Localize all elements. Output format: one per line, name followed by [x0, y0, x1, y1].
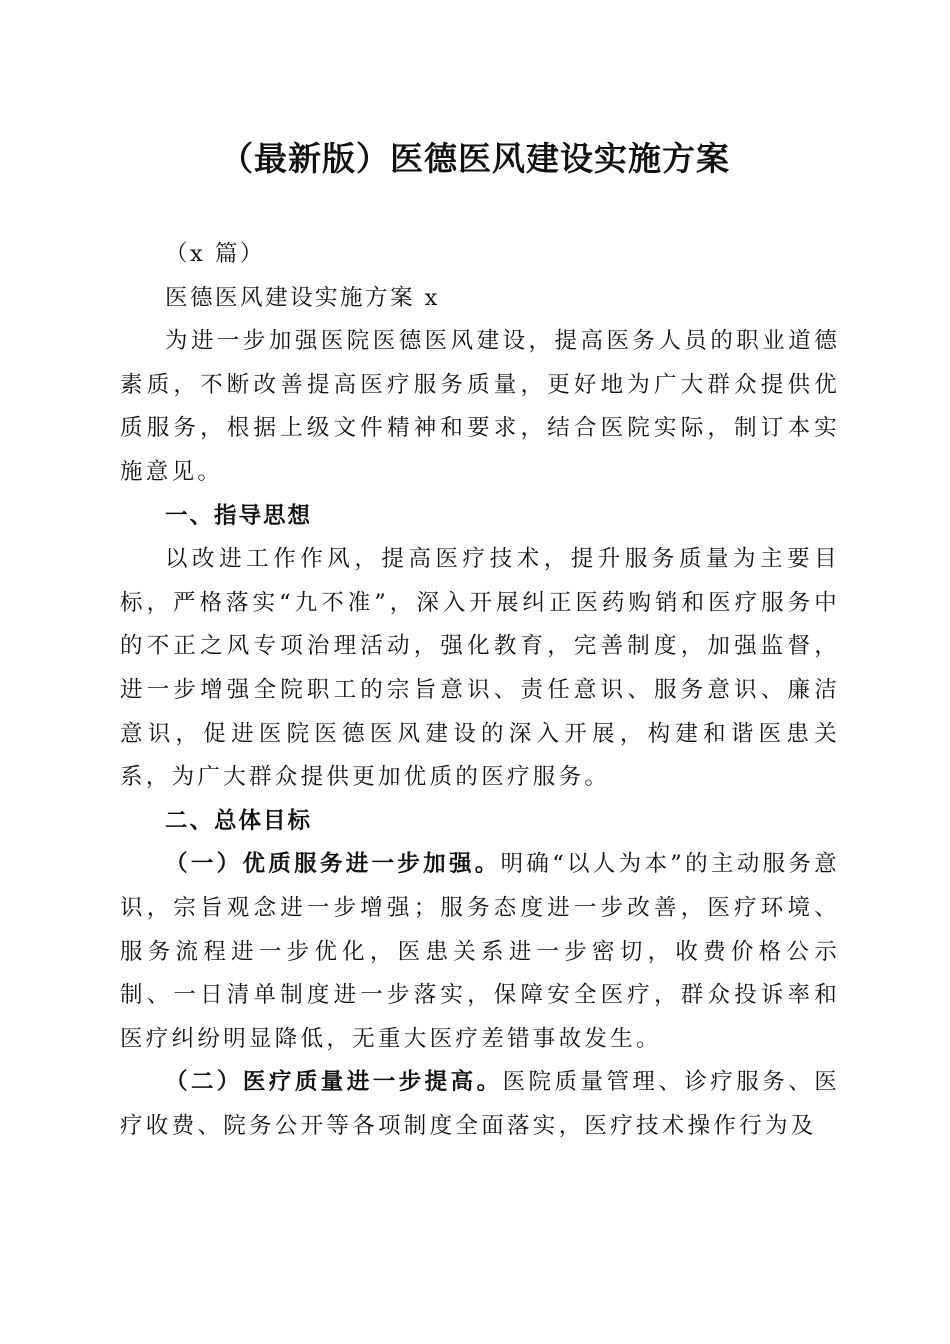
- goal-item-service-paragraph: [120, 843, 840, 1061]
- document-subtitle: 医德医风建设实施方案 x: [165, 284, 440, 311]
- goal-item-quality-paragraph: [120, 1061, 840, 1148]
- section-heading-overall-goals: 二、总体目标: [165, 807, 313, 834]
- document-title: （最新版）医德医风建设实施方案: [220, 139, 730, 178]
- goal-item-quality-lead: （二）医疗质量进一步提高。: [165, 1069, 503, 1096]
- intro-paragraph: 为进一步加强医院医德医风建设，提高医务人员的职业道德素质，不断改善提高医疗服务质量，更好地为广大群众提供优质服务，根据上级文件精神和要求，结合医院实际，制订本实施意见。: [120, 328, 840, 485]
- goal-item-service-lead: （一）优质服务进一步加强。: [165, 851, 501, 878]
- guiding-ideology-paragraph: 以改进工作作风，提高医疗技术，提升服务质量为主要目标，严格落实“九不准”，深入开展纠正医药购销和医疗服务中的不正之风专项治理活动，强化教育，完善制度，加强监督，进一步增强全院职工的宗旨意识、责任意识、服务意识、廉洁意识，促进医院医德医风建设的深入开展，构建和谐医患关系，为广大群众提供更加优质的医疗服务。: [120, 546, 840, 791]
- section-heading-guiding-ideology: 一、指导思想: [165, 502, 313, 529]
- goal-item-service-text: 明确“以人为本”的主动服务意识，宗旨观念进一步增强；服务态度进一步改善，医疗环境、服务流程进一步优化，医患关系进一步密切，收费价格公示制、一日清单制度进一步落实，保障安全医疗，群众投诉率和医疗纠纷明显降低，无重大医疗差错事故发生。: [120, 851, 840, 1052]
- document-note: （x 篇）: [165, 241, 265, 267]
- goal-item-quality-text: 医院质量管理、诊疗服务、医疗收费、院务公开等各项制度全面落实，医疗技术操作行为及: [120, 1069, 840, 1139]
- document-body: [120, 233, 840, 1148]
